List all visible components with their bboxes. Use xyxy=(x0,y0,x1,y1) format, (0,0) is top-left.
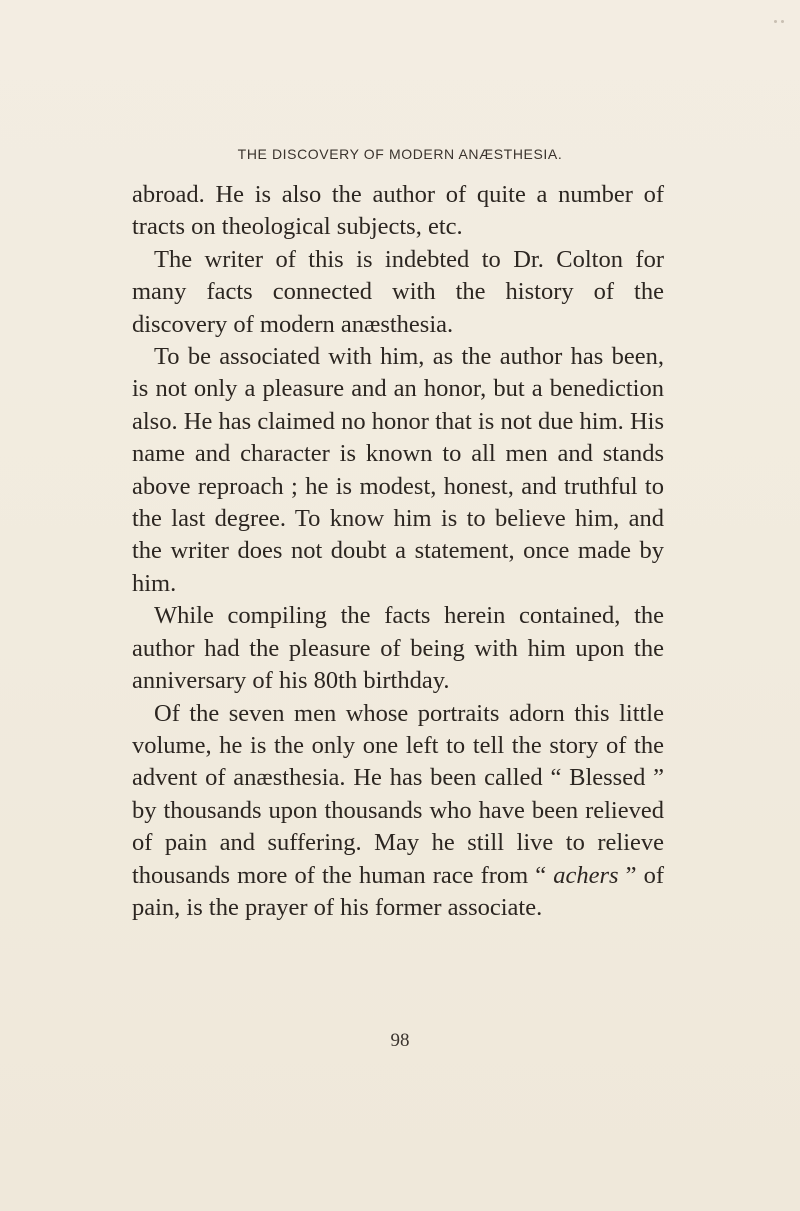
paragraph-3: To be associated with him, as the author has been, is not only a pleasure and an honor, but a benediction also. He has claimed no honor that is not due him. His name and character is known to all men and stands above reproach ; he is modest, honest, and truthful to the last degree. To know him is to believe him, and the writer does not doubt a statement, once made by him. xyxy=(132,343,664,597)
paragraph-5 xyxy=(132,698,664,925)
running-head: THE DISCOVERY OF MODERN ANÆSTHESIA. xyxy=(237,146,563,162)
paragraph-1: abroad. He is also the author of quite a number of tracts on theological subjects, etc. xyxy=(132,181,664,241)
scan-dot xyxy=(781,20,784,23)
scan-artifact xyxy=(770,8,790,18)
scan-dot xyxy=(774,20,777,23)
paragraph-5-end: ” of pain, is the prayer of his former associate. xyxy=(132,861,664,921)
body-text xyxy=(132,179,664,924)
paragraph-2: The writer of this is indebted to Dr. Colton for many facts connected with the history of the discovery of modern anæsthesia. xyxy=(132,245,664,338)
page-number: 98 xyxy=(390,1030,410,1051)
paragraph-5-text: Of the seven men whose portraits adorn this little volume, he is the only one left to tell the story of the advent of anæsthesia. He has been called “ Blessed ” by thousands upon thousands who have been relieved of pain and suffering. May he still live to relieve thousands more of the human race from “ xyxy=(132,699,664,889)
paragraph-4: While compiling the facts herein contained, the author had the pleasure of being with him upon the anniversary of his 80th birthday. xyxy=(132,602,664,695)
italic-word: achers xyxy=(553,861,619,889)
